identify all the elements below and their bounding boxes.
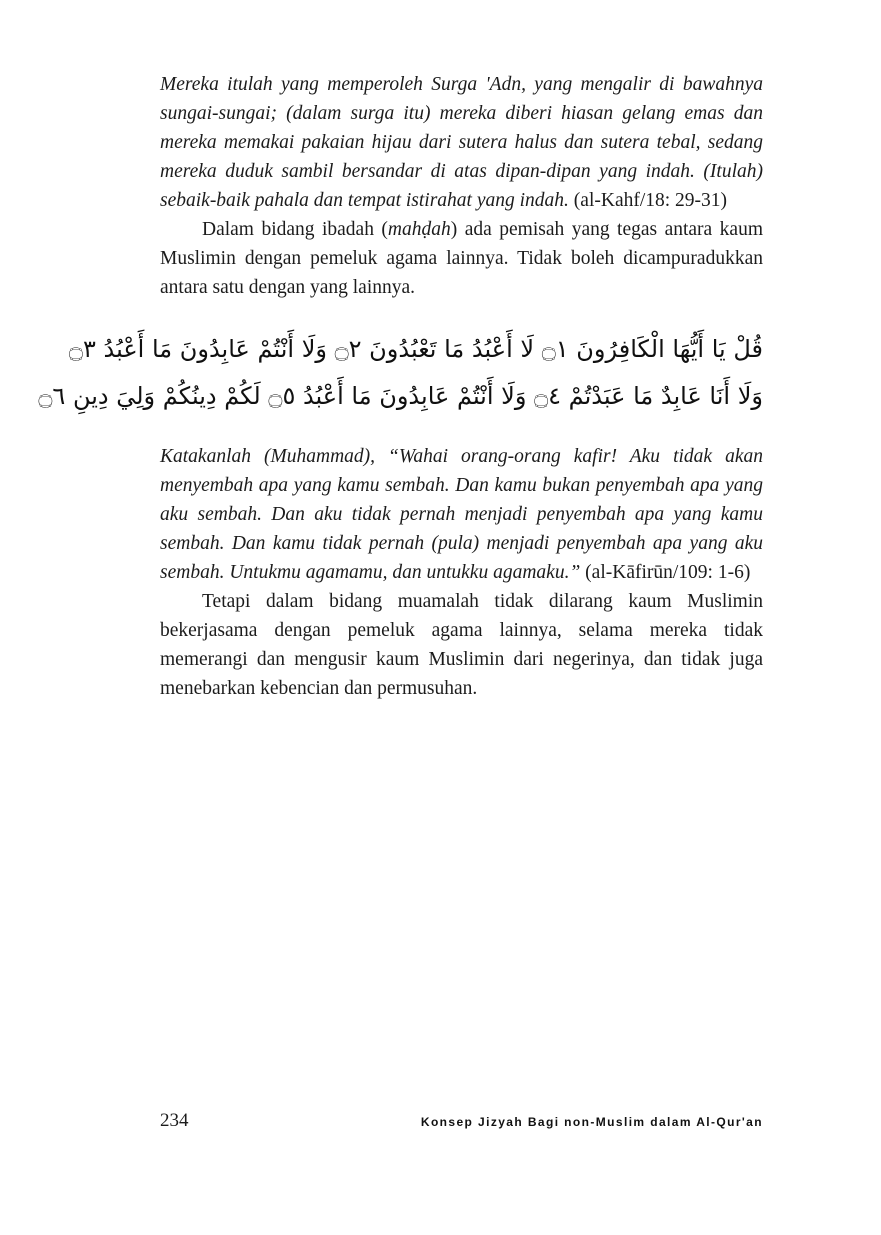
arabic-verse-line-2: وَلَا أَنَا عَابِدٌ مَا عَبَدْتُمْ ۝٤ وَلَا أَنْتُمْ عَابِدُونَ مَا أَعْبُدُ ۝٥ لَكُمْ دِينُكُمْ وَلِيَ دِينِ ۝٦ <box>38 382 763 410</box>
arabic-verse-alkafirun <box>38 326 763 420</box>
translation-alkahf-text: Mereka itulah yang memperoleh Surga 'Adn, yang mengalir di bawahnya sungai-sungai; (dalam surga itu) mereka diberi hiasan gelang emas dan mereka memakai pakaian hijau dari sutera halus dan sutera tebal, sedang mereka duduk sambil bersandar di atas dipan-dipan yang indah. (Itulah) sebaik-baik pahala dan tempat istirahat yang indah. <box>160 74 763 211</box>
page-number: 234 <box>160 1110 189 1131</box>
paragraph-ibadah <box>160 215 763 302</box>
translation-alkahf-reference: (al-Kahf/18: 29-31) <box>573 190 728 211</box>
running-footer-title: Konsep Jizyah Bagi non-Muslim dalam Al-Qur'an <box>420 1115 763 1129</box>
paragraph-ibadah-text: Dalam bidang ibadah ( <box>202 219 388 240</box>
arabic-verse-line-1: قُلْ يَا أَيُّهَا الْكَافِرُونَ ۝١ لَا أَعْبُدُ مَا تَعْبُدُونَ ۝٢ وَلَا أَنْتُمْ عَابِدُونَ مَا أَعْبُدُ ۝٣ <box>68 335 763 363</box>
paragraph-muamalah: Tetapi dalam bidang muamalah tidak dilarang kaum Muslimin bekerjasama dengan pemeluk agama lainnya, selama mereka tidak memerangi dan mengusir kaum Muslimin dari negerinya, dan tidak juga menebarkan kebencian dan permusuhan. <box>160 591 763 699</box>
translation-alkafirun-reference: (al-Kāfirūn/109: 1-6) <box>585 562 751 583</box>
term-mahdah: mahḍah <box>387 219 451 240</box>
page-content <box>38 70 763 703</box>
translation-alkahf <box>160 70 763 215</box>
translation-alkafirun-text: Katakanlah (Muhammad), “Wahai orang-orang kafir! Aku tidak akan menyembah apa yang kamu sembah. Dan kamu bukan penyembah apa yang aku sembah. Dan aku tidak pernah menjadi penyembah apa yang kamu sembah. Dan kamu tidak pernah (pula) menjadi penyembah apa yang aku sembah. Untukmu agamamu, dan untukku agamaku.” <box>160 446 763 583</box>
translation-alkafirun <box>160 442 763 587</box>
paragraph-ibadah-text-cont: ) ada pemisah yang tegas antara kaum Muslimin dengan pemeluk agama lainnya. Tidak boleh dicampuradukkan antara satu dengan yang lainnya. <box>160 219 763 298</box>
page-footer <box>160 1110 763 1132</box>
